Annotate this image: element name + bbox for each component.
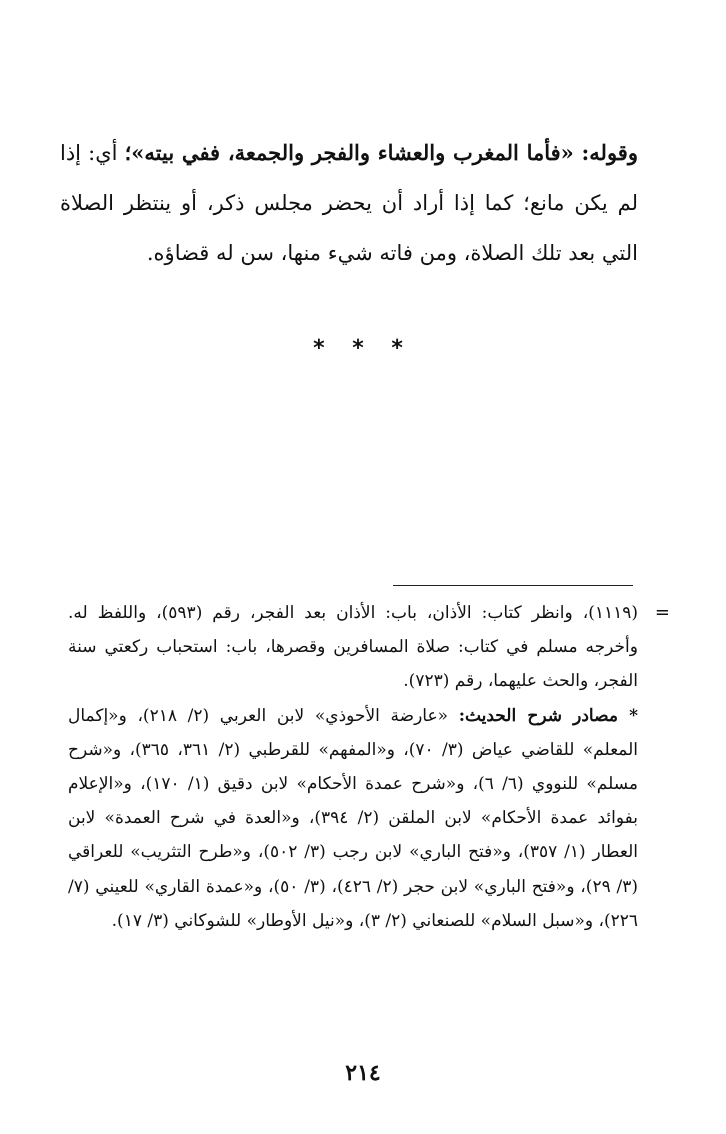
- explanation-text: أي: إذا لم يكن مانع؛ كما إذا أراد أن يحضر مجلس ذكر، أو ينتظر الصلاة التي بعد تلك الصلاة، ومن فاته شيء منها، سن له قضاؤه.: [60, 141, 638, 265]
- sources-heading: * مصادر شرح الحديث:: [458, 705, 639, 726]
- sources-list: «عارضة الأحوذي» لابن العربي (٢/ ٢١٨)، و«إكمال المعلم» للقاضي عياض (٣/ ٧٠)، و«المفهم» للقرطبي (٢/ ٣٦١، ٣٦٥)، و«شرح مسلم» للنووي (٦/ ٦)، و«شرح عمدة الأحكام» لابن دقيق (١/ ١٧٠)، و«الإعلام بفوائد عمدة الأحكام» لابن الملقن (٢/ ٣٩٤)، و«العدة في شرح العمدة» لابن العطار (١/ ٣٥٧)، و«فتح الباري» لابن رجب (٣/ ٥٠٢)، و«طرح التثريب» للعراقي (٣/ ٢٩)، و«فتح الباري» لابن حجر (٢/ ٤٢٦)، (٣/ ٥٠)، و«عمدة القاري» للعيني (٧/ ٢٢٦)، و«سبل السلام» للصنعاني (٢/ ٣)، و«نيل الأوطار» للشوكاني (٣/ ١٧).: [68, 705, 639, 931]
- main-text: [60, 128, 638, 278]
- previous-page-edge: [300, 0, 500, 8]
- continuation-marker: =: [654, 602, 670, 623]
- page-number: ٢١٤: [345, 1060, 381, 1086]
- main-paragraph: [60, 128, 638, 278]
- sources-paragraph: [68, 699, 638, 938]
- quoted-lead: وقوله: «فأما المغرب والعشاء والفجر والجمعة، ففي بيته»؛: [124, 140, 638, 165]
- footnote-divider: [393, 585, 633, 586]
- footnote-paragraph: (١١١٩)، وانظر كتاب: الأذان، باب: الأذان بعد الفجر، رقم (٥٩٣)، واللفظ له. وأخرجه مسلم في كتاب: صلاة المسافرين وقصرها، باب: استحباب ركعتي سنة الفجر، والحث عليهما، رقم (٧٢٣).: [68, 603, 638, 692]
- footnotes: [68, 596, 670, 938]
- section-separator: * * *: [313, 336, 413, 361]
